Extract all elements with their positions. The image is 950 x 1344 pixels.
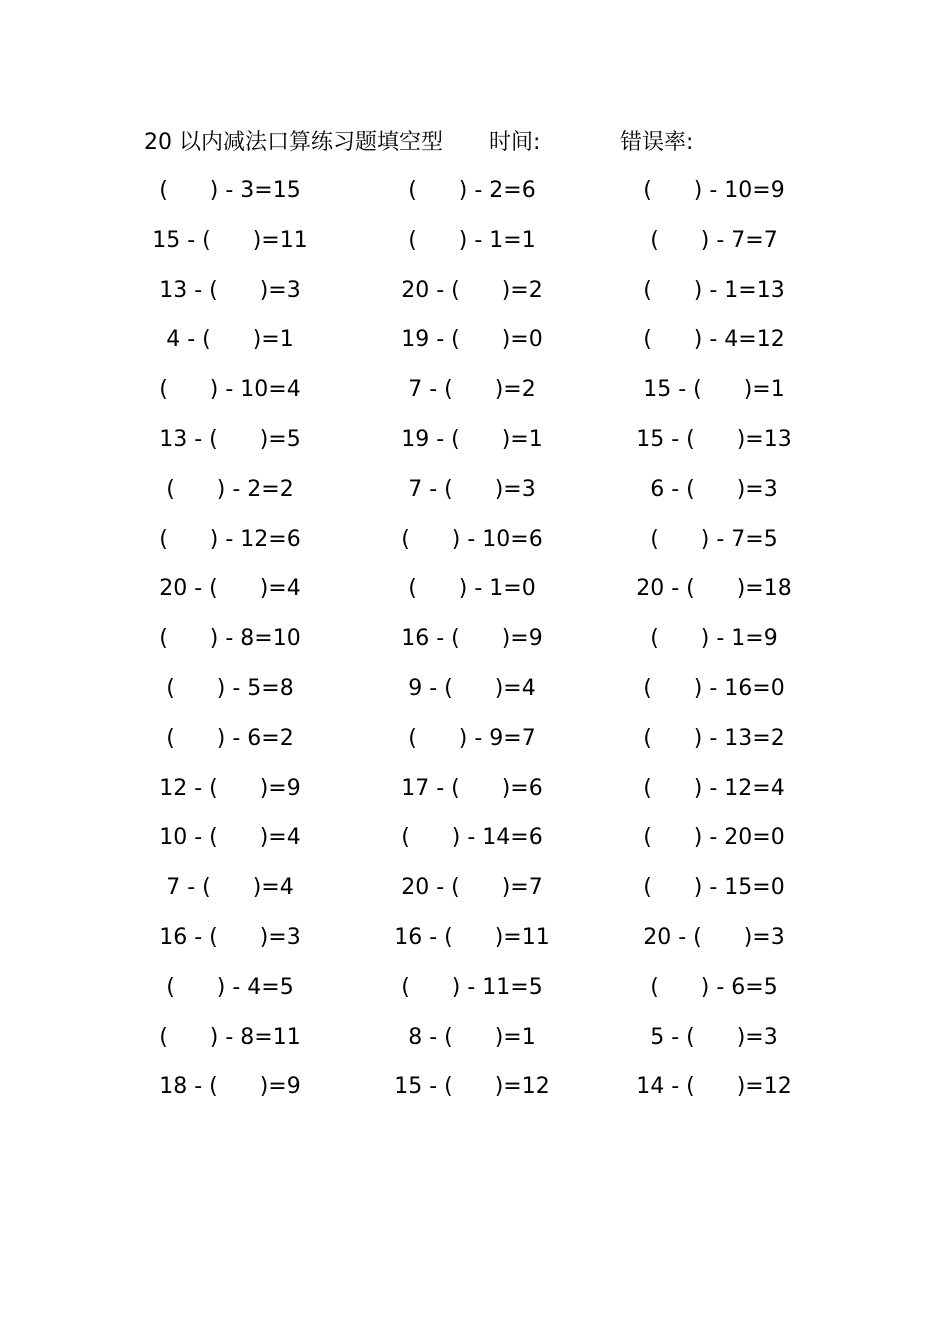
problem-item: ( ) - 15=0 — [643, 875, 785, 901]
problem-item: 20 - ( )=4 — [159, 576, 301, 602]
problem-item: ( ) - 11=5 — [401, 974, 543, 1000]
problem-item: ( ) - 10=4 — [159, 377, 301, 403]
problem-item: 20 - ( )=2 — [401, 277, 543, 303]
problem-item: 15 - ( )=11 — [152, 227, 308, 253]
problem-item: ( ) - 5=8 — [166, 675, 294, 701]
problem-item: ( ) - 2=6 — [408, 178, 536, 203]
problem-item: 16 - ( )=11 — [394, 924, 550, 950]
problem-item: 13 - ( )=5 — [159, 426, 301, 452]
problem-item: ( ) - 1=13 — [643, 277, 785, 303]
problem-item: ( ) - 12=6 — [159, 526, 301, 552]
problem-item: 6 - ( )=3 — [650, 476, 778, 502]
problem-item: ( ) - 14=6 — [401, 825, 543, 851]
problem-row — [0, 522, 950, 572]
problem-item: 19 - ( )=0 — [401, 327, 543, 353]
problem-item: 19 - ( )=1 — [401, 426, 543, 452]
problem-item: 5 - ( )=3 — [650, 1024, 778, 1050]
problem-item: 20 - ( )=7 — [401, 875, 543, 901]
problem-item: ( ) - 3=15 — [159, 178, 301, 203]
problem-row — [0, 422, 950, 472]
worksheet-title: 20 以内减法口算练习题填空型 — [144, 130, 443, 155]
problem-item: 16 - ( )=9 — [401, 626, 543, 652]
problem-item: 8 - ( )=1 — [408, 1024, 536, 1050]
problem-item: ( ) - 16=0 — [643, 675, 785, 701]
problem-item: ( ) - 1=9 — [650, 626, 778, 652]
problem-item: ( ) - 6=5 — [650, 974, 778, 1000]
problem-row — [0, 771, 950, 821]
problem-item: ( ) - 7=7 — [650, 227, 778, 253]
problem-row — [0, 970, 950, 1020]
problem-row — [0, 571, 950, 621]
problem-item: 7 - ( )=2 — [408, 377, 536, 403]
problem-item: 4 - ( )=1 — [166, 327, 294, 353]
problem-item: ( ) - 12=4 — [643, 775, 785, 801]
problem-item: 9 - ( )=4 — [408, 675, 536, 701]
problem-row — [0, 1069, 950, 1119]
problem-grid — [0, 173, 950, 1119]
problem-row — [0, 820, 950, 870]
problem-item: 17 - ( )=6 — [401, 775, 543, 801]
worksheet-header — [144, 126, 844, 160]
problem-item: ( ) - 1=0 — [408, 576, 536, 602]
problem-row — [0, 870, 950, 920]
problem-item: 15 - ( )=13 — [636, 426, 792, 452]
problem-item: 15 - ( )=12 — [394, 1074, 550, 1100]
problem-item: ( ) - 13=2 — [643, 725, 785, 751]
problem-item: ( ) - 1=1 — [408, 227, 536, 253]
problem-row — [0, 322, 950, 372]
problem-item: ( ) - 4=5 — [166, 974, 294, 1000]
problem-item: 10 - ( )=4 — [159, 825, 301, 851]
problem-row — [0, 1020, 950, 1070]
problem-row — [0, 472, 950, 522]
problem-row — [0, 223, 950, 273]
problem-item: 7 - ( )=4 — [166, 875, 294, 901]
error-rate-label: 错误率: — [620, 130, 694, 155]
problem-row — [0, 671, 950, 721]
problem-item: ( ) - 2=2 — [166, 476, 294, 502]
problem-item: 13 - ( )=3 — [159, 277, 301, 303]
problem-row — [0, 920, 950, 970]
problem-item: 18 - ( )=9 — [159, 1074, 301, 1100]
problem-item: ( ) - 8=10 — [159, 626, 301, 652]
problem-item: 20 - ( )=3 — [643, 924, 785, 950]
problem-item: 15 - ( )=1 — [643, 377, 785, 403]
problem-item: ( ) - 6=2 — [166, 725, 294, 751]
problem-item: 7 - ( )=3 — [408, 476, 536, 502]
problem-item: ( ) - 9=7 — [408, 725, 536, 751]
problem-item: 20 - ( )=18 — [636, 576, 792, 602]
problem-item: 12 - ( )=9 — [159, 775, 301, 801]
problem-item: ( ) - 8=11 — [159, 1024, 301, 1050]
problem-item: 16 - ( )=3 — [159, 924, 301, 950]
problem-item: ( ) - 10=6 — [401, 526, 543, 552]
problem-item: ( ) - 10=9 — [643, 178, 785, 203]
problem-row — [0, 372, 950, 422]
problem-row — [0, 273, 950, 323]
problem-item: ( ) - 20=0 — [643, 825, 785, 851]
problem-row — [0, 173, 950, 223]
problem-item: ( ) - 7=5 — [650, 526, 778, 552]
problem-row — [0, 621, 950, 671]
problem-item: 14 - ( )=12 — [636, 1074, 792, 1100]
problem-row — [0, 721, 950, 771]
time-label: 时间: — [489, 130, 541, 155]
problem-item: ( ) - 4=12 — [643, 327, 785, 353]
